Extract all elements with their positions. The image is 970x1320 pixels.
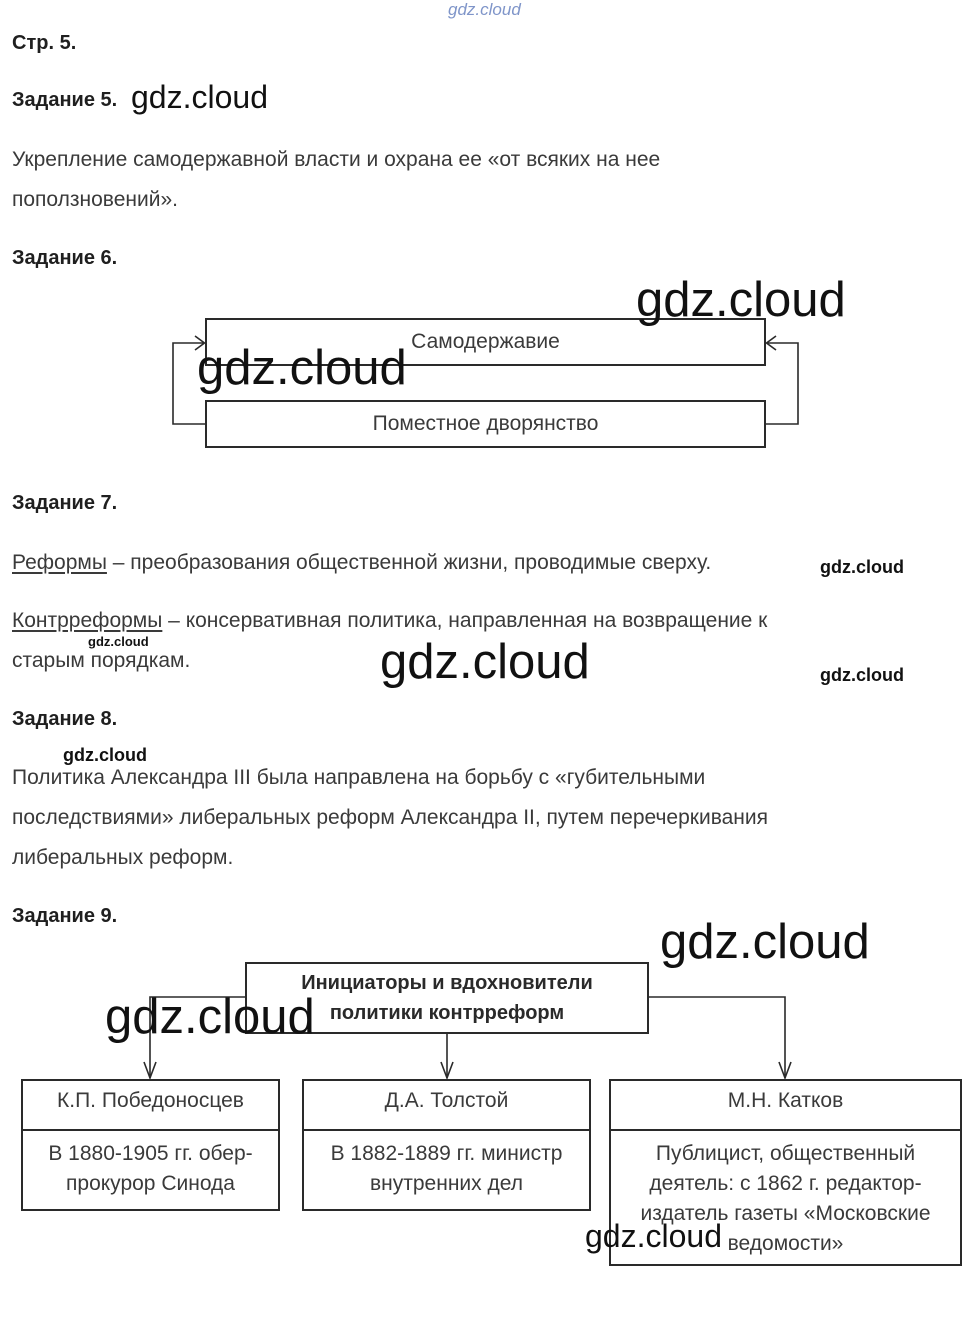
answer-line: Укрепление самодержавной власти и охрана ее «от всяких на нее: [12, 148, 661, 171]
task-6-heading: Задание 6.: [12, 247, 118, 269]
task-9-heading: Задание 9.: [12, 905, 118, 927]
arrowhead-down: [144, 1062, 156, 1078]
landed-nobility-box: [205, 400, 766, 448]
answer-line: последствиями» либеральных реформ Александра II, путем перечеркивания: [12, 806, 768, 829]
box-label: Поместное дворянство: [372, 412, 599, 435]
definition-continuation: старым порядкам.: [12, 649, 191, 672]
watermark-text: gdz.cloud: [585, 1218, 722, 1254]
connector-to-katkov: [649, 997, 785, 1078]
definition-line: [12, 543, 711, 583]
task-5-heading: Задание 5.: [12, 89, 118, 111]
answer-line: Политика Александра III была направлена на борьбу с «губительными: [12, 766, 706, 789]
page-label: Стр. 5.: [12, 32, 77, 54]
description-line: деятель: с 1862 г. редактор-: [649, 1172, 922, 1195]
definition-text: – преобразования общественной жизни, проводимые сверху.: [106, 551, 712, 574]
task-8-answer: [12, 758, 768, 878]
description-line: прокурор Синода: [66, 1172, 235, 1195]
watermark-text: gdz.cloud: [820, 557, 904, 577]
task-8-heading: Задание 8.: [12, 708, 118, 730]
watermark-text: gdz.cloud: [660, 915, 870, 969]
figure-name: М.Н. Катков: [611, 1081, 960, 1131]
figure-box-tolstoy: [302, 1079, 591, 1211]
watermark-text: gdz.cloud: [105, 990, 315, 1044]
watermark-text: gdz.cloud: [820, 665, 904, 685]
task-5-answer: [12, 140, 660, 220]
figure-box-pobedonostsev: [21, 1079, 280, 1211]
root-line: политики контрреформ: [329, 1002, 565, 1024]
figure-name: К.П. Победоносцев: [23, 1081, 278, 1131]
arrowhead-down: [441, 1062, 453, 1078]
watermark-text: gdz.cloud: [197, 341, 407, 395]
watermark-text: gdz.cloud: [131, 79, 268, 115]
box-label: Самодержавие: [411, 330, 560, 353]
definition-term: Реформы: [12, 551, 107, 574]
description-line: Публицист, общественный: [655, 1142, 916, 1165]
root-line: Инициаторы и вдохновители: [301, 972, 593, 994]
figure-name: Д.А. Толстой: [304, 1081, 589, 1131]
arrowhead-down: [779, 1062, 791, 1078]
answer-line: поползновений».: [12, 188, 178, 211]
description-line: издатель газеты «Московские: [640, 1202, 931, 1225]
definition-text: – консервативная политика, направленная на возвращение к: [162, 609, 768, 632]
arrowhead-left-pointing: [767, 336, 777, 350]
figure-description: [304, 1131, 589, 1199]
definition-reforms: [12, 543, 711, 583]
watermark-text: gdz.cloud: [63, 745, 147, 765]
watermark-text: gdz.cloud: [88, 634, 149, 649]
description-line: внутренних дел: [370, 1172, 523, 1195]
description-line: ведомости»: [727, 1232, 844, 1255]
answer-line: либеральных реформ.: [12, 846, 234, 869]
description-line: В 1880-1905 гг. обер-: [48, 1142, 253, 1165]
watermark-text: gdz.cloud: [448, 0, 521, 19]
watermark-text: gdz.cloud: [636, 273, 846, 327]
definition-term: Контрреформы: [12, 609, 163, 632]
connector-right: [765, 343, 798, 424]
task-7-heading: Задание 7.: [12, 492, 118, 514]
watermark-text: gdz.cloud: [380, 635, 590, 689]
figure-description: [23, 1131, 278, 1199]
description-line: В 1882-1889 гг. министр: [330, 1142, 563, 1165]
